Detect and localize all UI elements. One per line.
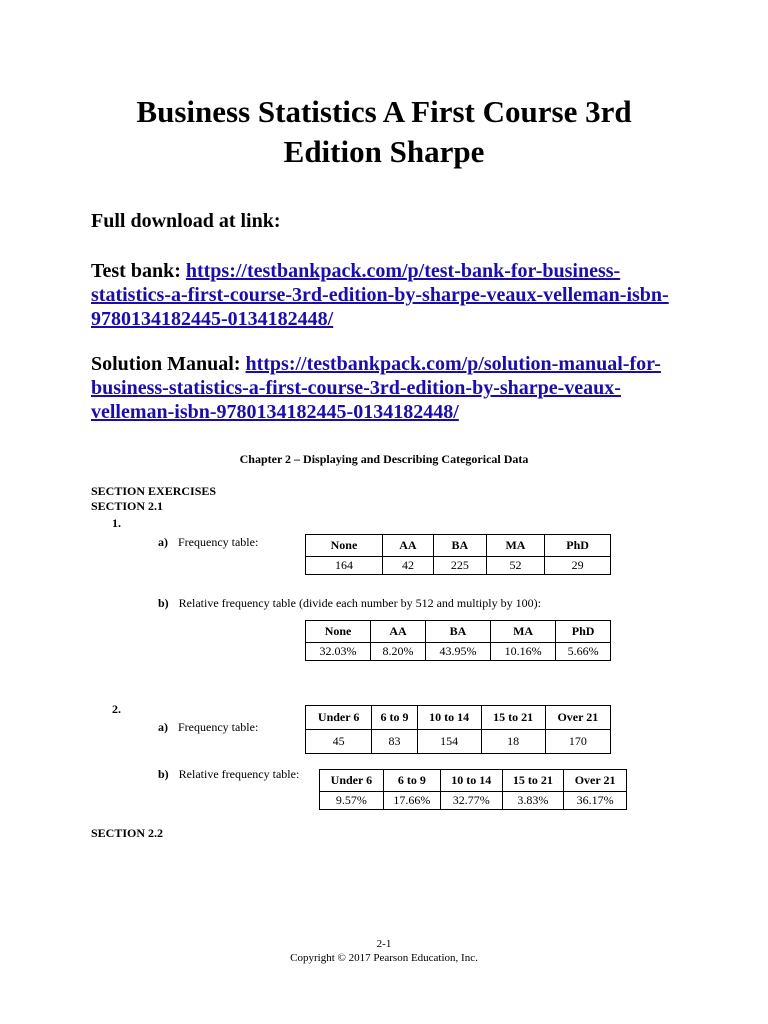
question-1b-label [158, 596, 541, 610]
question-2a-letter: a) [158, 720, 168, 734]
solution-manual-label: Solution Manual: [91, 353, 241, 375]
question-1b-text: Relative frequency table (divide each number by 512 and multiply by 100): [178, 596, 541, 610]
table-row [306, 557, 611, 575]
question-2b-label [158, 767, 299, 781]
table-header-cell: BA [433, 535, 486, 557]
table-cell: 164 [306, 557, 383, 575]
page-footer [0, 937, 768, 965]
table-cell: 42 [382, 557, 433, 575]
solution-manual-link-line-1: https://testbankpack.com/p/solution-manual-for- [245, 353, 661, 375]
table-cell: 83 [372, 730, 417, 754]
solution-manual-link-line-3: velleman-isbn-9780134182445-0134182448/ [91, 401, 459, 423]
table-header-cell: None [306, 621, 371, 643]
table-cell: 52 [486, 557, 544, 575]
page-title [60, 92, 708, 172]
table-header-cell: PhD [556, 621, 611, 643]
question-2a-text: Frequency table: [178, 720, 259, 734]
question-1-number: 1. [112, 516, 121, 530]
table-cell: 32.03% [306, 643, 371, 661]
table-cell: 43.95% [425, 643, 490, 661]
solution-manual-paragraph [91, 352, 691, 424]
title-line-1: Business Statistics A First Course 3rd [136, 94, 632, 129]
table-row [320, 792, 627, 810]
section-2-1-heading: SECTION 2.1 [91, 499, 164, 513]
table-header-cell: MA [486, 535, 544, 557]
section-2-2-heading: SECTION 2.2 [91, 826, 164, 840]
title-line-2: Edition Sharpe [283, 134, 485, 169]
table-header-cell: Under 6 [306, 706, 372, 730]
q1-frequency-table [305, 534, 611, 575]
download-label: Full download at link: [91, 210, 281, 232]
table-header-cell: BA [425, 621, 490, 643]
question-2b-text: Relative frequency table: [178, 767, 300, 781]
table-header-row [306, 621, 611, 643]
table-cell: 154 [417, 730, 481, 754]
chapter-heading: Chapter 2 – Displaying and Describing Categorical Data [239, 452, 529, 466]
table-header-cell: Over 21 [545, 706, 610, 730]
table-header-cell: Over 21 [564, 770, 627, 792]
test-bank-link-line-1: https://testbankpack.com/p/test-bank-for-business- [185, 260, 621, 282]
table-row [306, 730, 611, 754]
table-header-cell: 15 to 21 [481, 706, 545, 730]
table-header-row [306, 535, 611, 557]
question-2b-letter: b) [158, 767, 169, 781]
question-2-number: 2. [112, 702, 121, 716]
q2-relative-frequency-table [319, 769, 627, 810]
table-cell: 10.16% [491, 643, 556, 661]
table-row [306, 643, 611, 661]
table-header-cell: MA [491, 621, 556, 643]
table-header-cell: 10 to 14 [417, 706, 481, 730]
table-cell: 29 [545, 557, 611, 575]
table-header-cell: 15 to 21 [502, 770, 564, 792]
table-header-cell: 6 to 9 [383, 770, 440, 792]
table-header-cell: PhD [545, 535, 611, 557]
q1-relative-frequency-table [305, 620, 611, 661]
table-cell: 225 [433, 557, 486, 575]
test-bank-label: Test bank: [91, 260, 181, 282]
table-cell: 36.17% [564, 792, 627, 810]
table-header-cell: 10 to 14 [440, 770, 502, 792]
table-header-cell: AA [371, 621, 426, 643]
table-header-row [320, 770, 627, 792]
question-1b-letter: b) [158, 596, 169, 610]
test-bank-link-line-3: 9780134182445-0134182448/ [91, 308, 334, 330]
table-cell: 8.20% [371, 643, 426, 661]
table-cell: 18 [481, 730, 545, 754]
test-bank-paragraph [91, 259, 691, 331]
table-cell: 9.57% [320, 792, 384, 810]
solution-manual-link-line-2: business-statistics-a-first-course-3rd-edition-by-sharpe-veaux- [91, 377, 621, 399]
test-bank-link-line-2: statistics-a-first-course-3rd-edition-by-sharpe-veaux-velleman-isbn- [91, 284, 669, 306]
question-1a-label [158, 535, 258, 549]
table-cell: 17.66% [383, 792, 440, 810]
table-header-cell: None [306, 535, 383, 557]
table-cell: 5.66% [556, 643, 611, 661]
question-1a-letter: a) [158, 535, 168, 549]
table-cell: 45 [306, 730, 372, 754]
table-header-row [306, 706, 611, 730]
table-header-cell: 6 to 9 [372, 706, 417, 730]
table-header-cell: Under 6 [320, 770, 384, 792]
table-cell: 32.77% [440, 792, 502, 810]
copyright-notice: Copyright © 2017 Pearson Education, Inc. [290, 952, 478, 964]
question-2a-label [158, 720, 258, 734]
section-exercises-heading: SECTION EXERCISES [91, 484, 217, 498]
page-number: 2-1 [376, 938, 392, 950]
question-1a-text: Frequency table: [178, 535, 259, 549]
table-cell: 3.83% [502, 792, 564, 810]
q2-frequency-table [305, 705, 611, 754]
table-header-cell: AA [382, 535, 433, 557]
table-cell: 170 [545, 730, 610, 754]
